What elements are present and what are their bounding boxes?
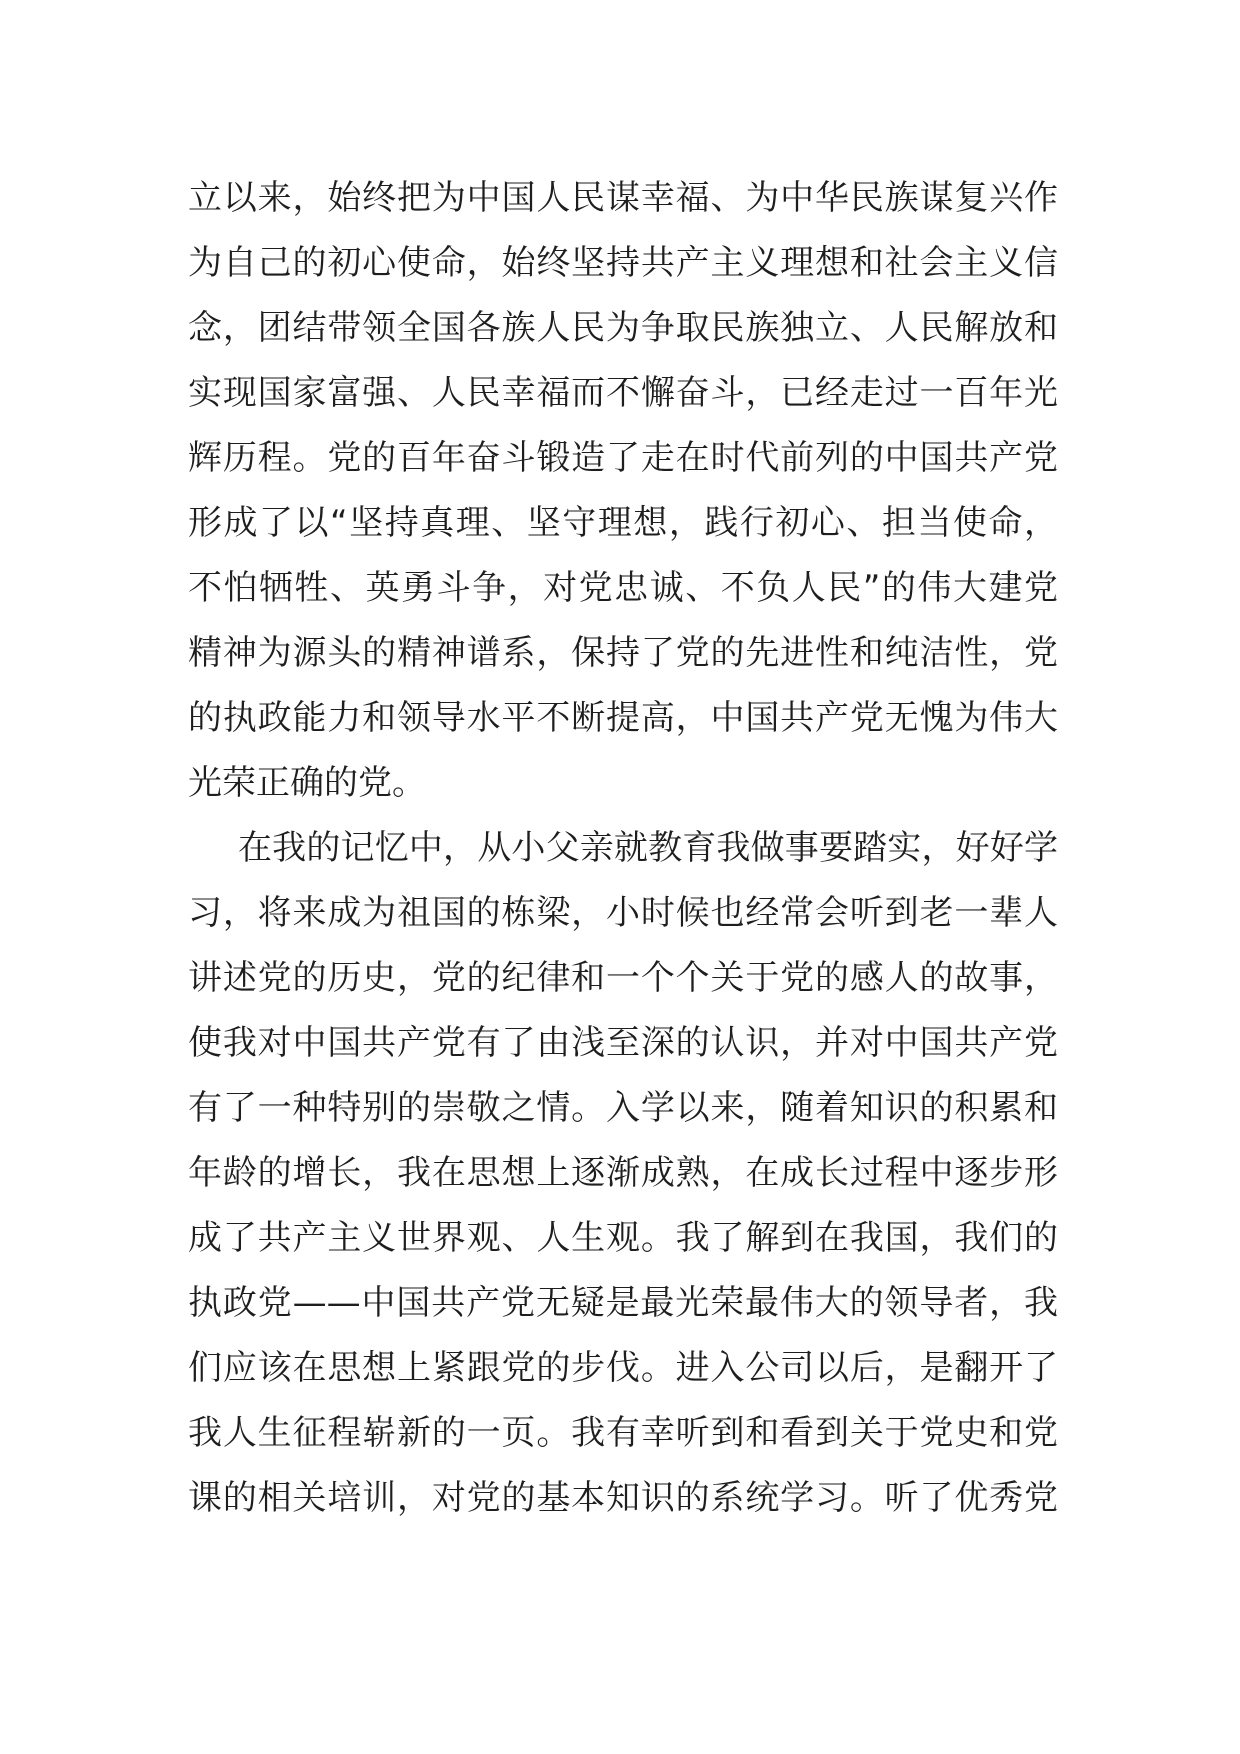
text-line: 为自己的初心使命，始终坚持共产主义理想和社会主义信 (188, 243, 1058, 283)
text-line: 念，团结带领全国各族人民为争取民族独立、人民解放和 (188, 308, 1058, 348)
text-line: 辉历程。党的百年奋斗锻造了走在时代前列的中国共产党 (188, 438, 1058, 478)
paragraph-2 (188, 816, 1058, 1531)
text-line: 在我的记忆中，从小父亲就教育我做事要踏实，好好学 (238, 828, 1058, 868)
text-line: 我人生征程崭新的一页。我有幸听到和看到关于党史和党 (188, 1413, 1058, 1453)
text-line: 实现国家富强、人民幸福而不懈奋斗，已经走过一百年光 (188, 373, 1058, 413)
text-line: 执政党——中国共产党无疑是最光荣最伟大的领导者，我 (188, 1283, 1058, 1323)
text-line: 的执政能力和领导水平不断提高，中国共产党无愧为伟大 (188, 698, 1058, 738)
paragraph-1 (188, 166, 1058, 816)
text-line: 使我对中国共产党有了由浅至深的认识，并对中国共产党 (188, 1023, 1058, 1063)
text-line: 课的相关培训，对党的基本知识的系统学习。听了优秀党 (188, 1478, 1058, 1518)
text-line: 习，将来成为祖国的栋梁，小时候也经常会听到老一辈人 (188, 893, 1058, 933)
text-line: 年龄的增长，我在思想上逐渐成熟，在成长过程中逐步形 (188, 1153, 1058, 1193)
text-line: 形成了以“坚持真理、坚守理想，践行初心、担当使命， (188, 503, 1058, 543)
text-line: 讲述党的历史，党的纪律和一个个关于党的感人的故事， (188, 958, 1058, 998)
document-body (188, 166, 1058, 1531)
text-line: 有了一种特别的崇敬之情。入学以来，随着知识的积累和 (188, 1088, 1058, 1128)
text-line: 光荣正确的党。 (188, 763, 426, 803)
text-line: 们应该在思想上紧跟党的步伐。进入公司以后，是翻开了 (188, 1348, 1058, 1388)
text-line: 立以来，始终把为中国人民谋幸福、为中华民族谋复兴作 (188, 178, 1058, 218)
text-line: 不怕牺牲、英勇斗争，对党忠诚、不负人民”的伟大建党 (188, 568, 1058, 608)
text-line: 精神为源头的精神谱系，保持了党的先进性和纯洁性，党 (188, 633, 1058, 673)
text-line: 成了共产主义世界观、人生观。我了解到在我国，我们的 (188, 1218, 1058, 1258)
